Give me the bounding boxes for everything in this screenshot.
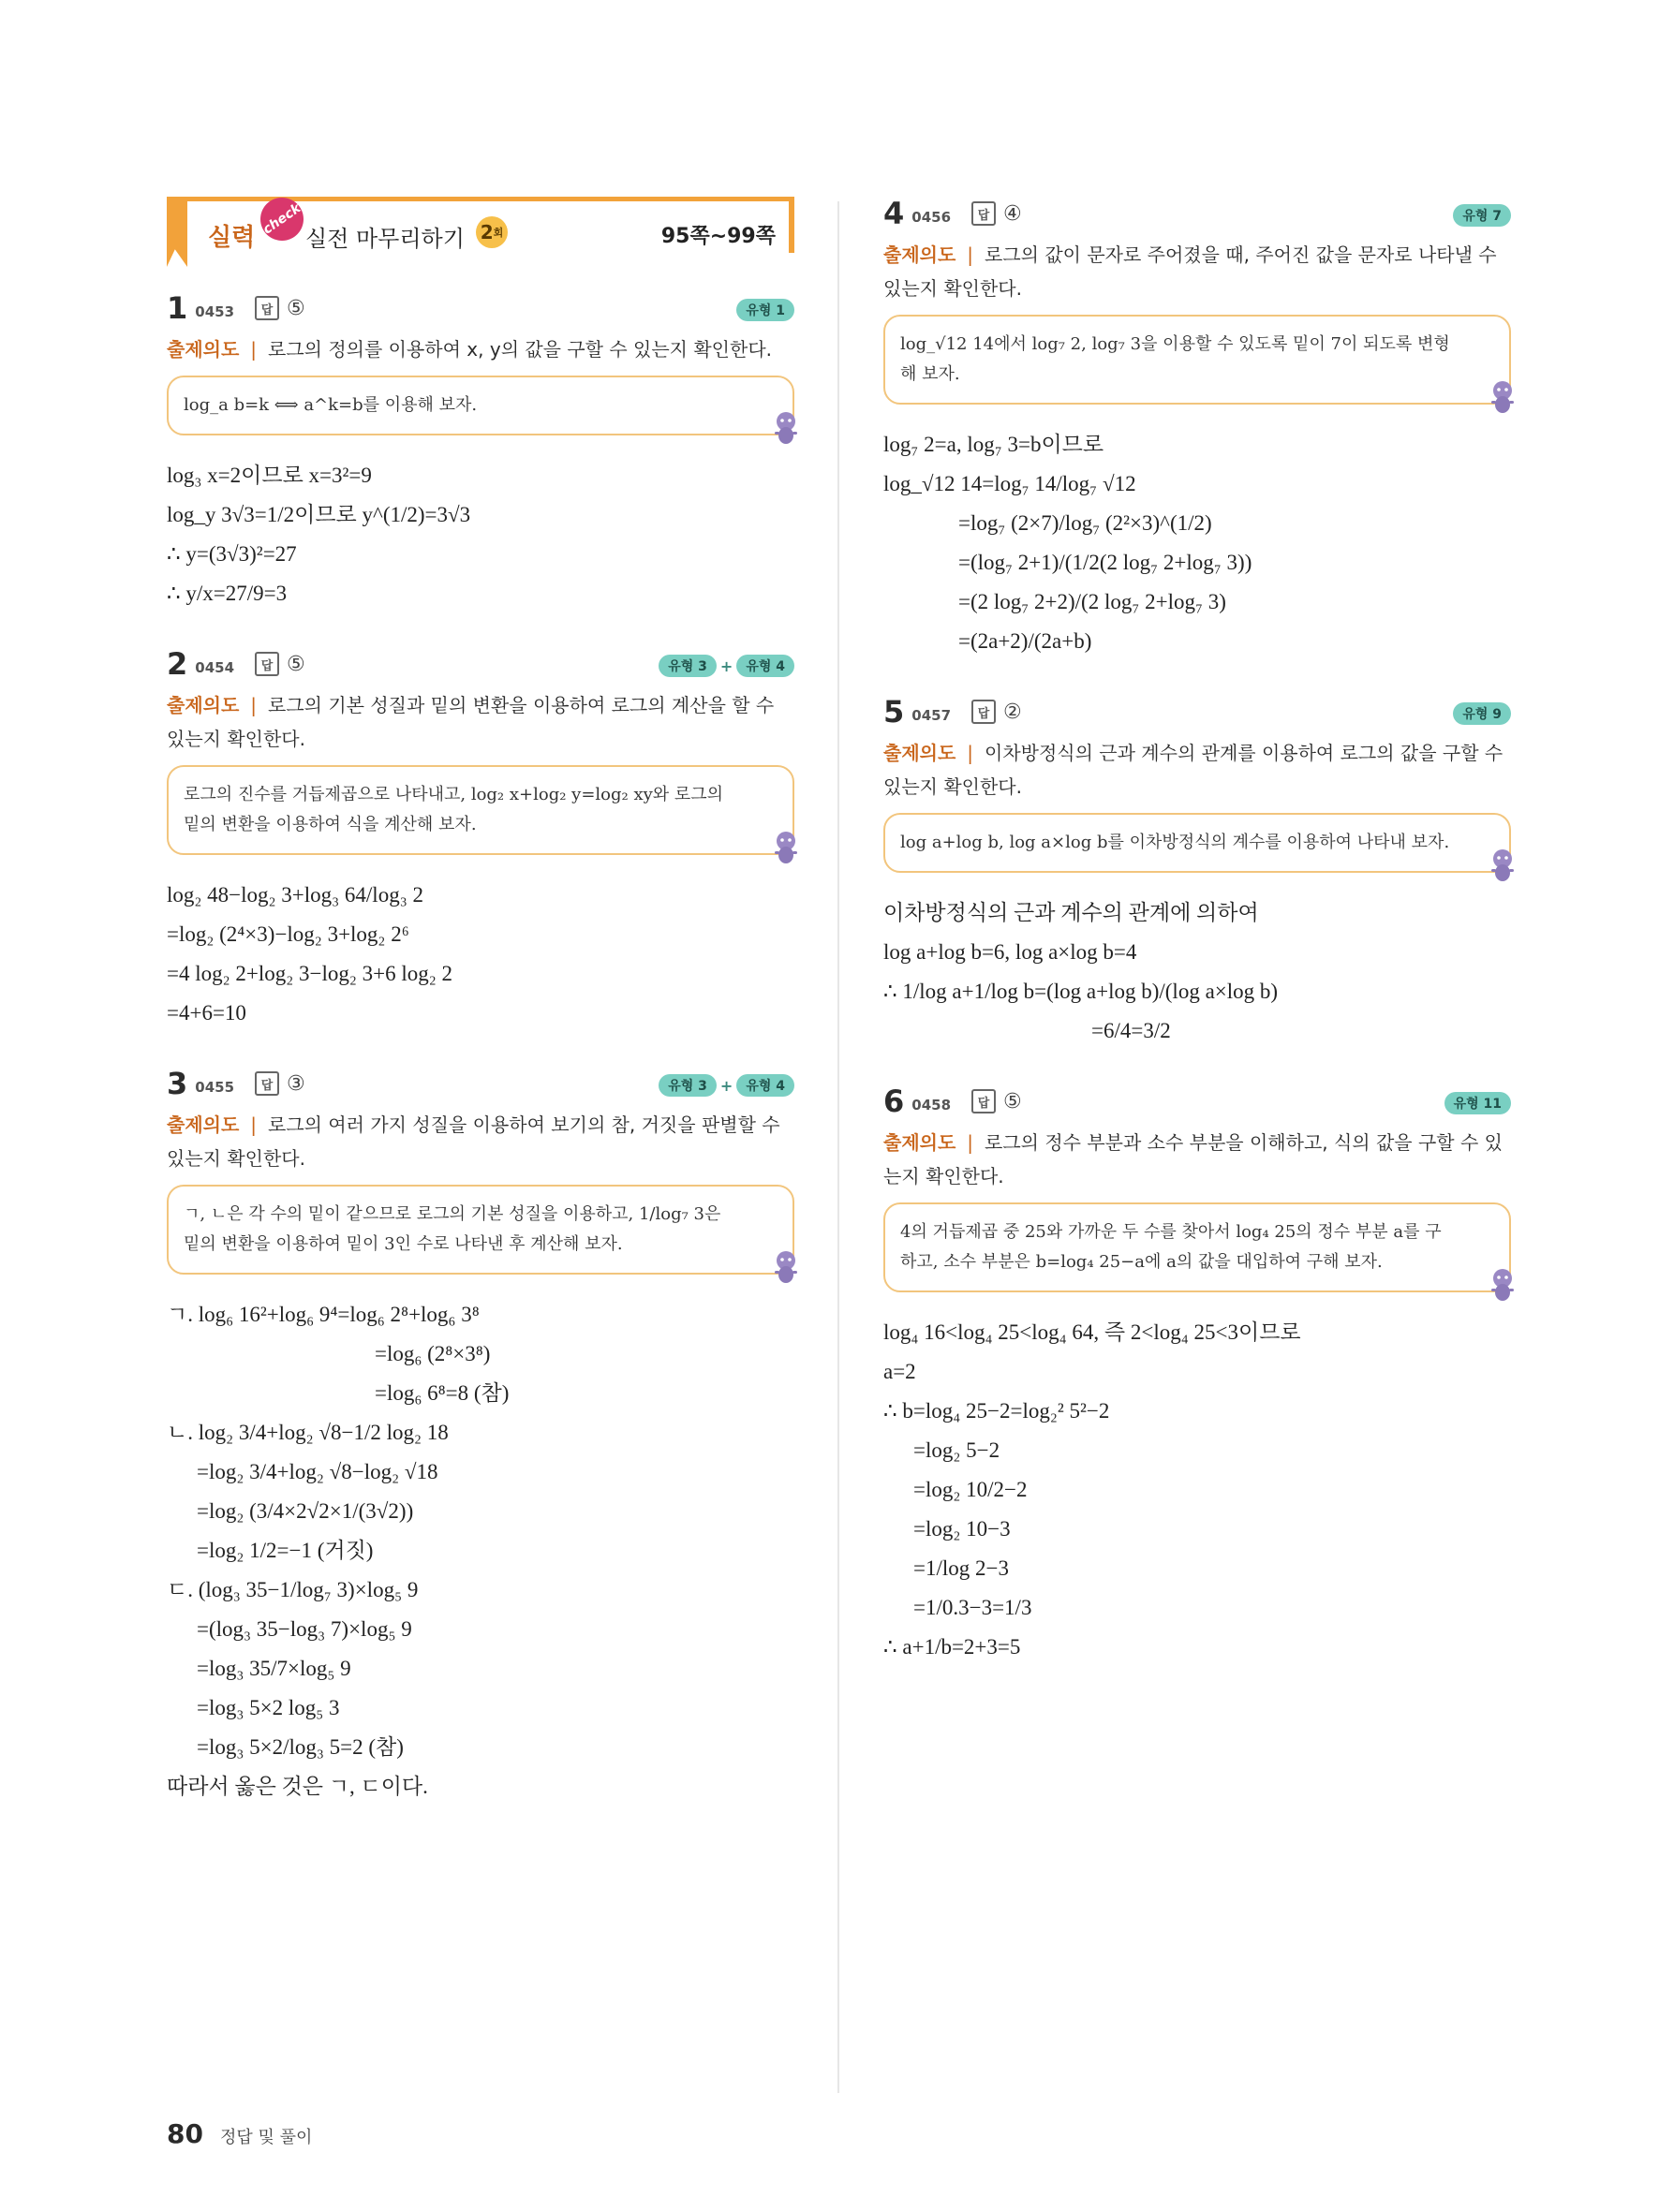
answer-icon: 답 <box>971 1089 996 1113</box>
mascot-icon <box>1487 847 1518 884</box>
problem-code: 0455 <box>195 1079 235 1096</box>
solution-line: =4 log₂ 2+log₂ 3−log₂ 3+6 log₂ 2 <box>167 962 453 985</box>
type-tag: 유형 1 <box>736 299 794 321</box>
problem-header <box>167 645 794 683</box>
problem-code: 0456 <box>911 209 952 226</box>
solution <box>167 1295 794 1806</box>
section-banner <box>167 197 794 267</box>
hint-text: ㄱ, ㄴ은 각 수의 밑이 같으므로 로그의 기본 성질을 이용하고, 1/log₇ 3은 밑의 변환을 이용하여 밑이 3인 수로 나타낸 후 계산해 보자. <box>184 1204 721 1254</box>
intent-line <box>167 332 794 366</box>
hint-box <box>883 813 1511 873</box>
tag-plus: + <box>719 1076 733 1095</box>
problem-header <box>883 1083 1511 1120</box>
round-badge: 2 회 <box>476 216 508 248</box>
problem-code: 0458 <box>911 1097 952 1113</box>
intent-text: 이차방정식의 근과 계수의 관계를 이용하여 로그의 값을 구할 수 있는지 확인한다. <box>883 742 1503 798</box>
solution-line: =1/0.3−3=1/3 <box>913 1596 1032 1619</box>
intent-separator: | <box>250 338 258 361</box>
intent-separator: | <box>250 694 258 716</box>
intent-text: 로그의 여러 가지 성질을 이용하여 보기의 참, 거짓을 판별할 수 있는지 확인한다. <box>167 1113 780 1170</box>
solution-line: =log₆ (2⁸×3⁸) <box>375 1342 491 1365</box>
solution-line: ∴ 1/log a+1/log b=(log a+log b)/(log a×log b) <box>883 980 1279 1003</box>
problem-number: 5 <box>883 694 905 730</box>
solution-line: log₇ 2=a, log₇ 3=b이므로 <box>883 433 1104 456</box>
solution-line: =4+6=10 <box>167 1001 246 1025</box>
left-column <box>167 197 794 1838</box>
answer-icon: 답 <box>971 201 996 226</box>
solution-line: 이차방정식의 근과 계수의 관계에 의하여 <box>883 901 1259 924</box>
solution-line: log₂ 48−log₂ 3+log₃ 64/log₃ 2 <box>167 883 423 907</box>
solution <box>883 1313 1511 1667</box>
answer-icon: 답 <box>255 1071 279 1096</box>
intent-label: 출제의도 <box>167 1113 240 1136</box>
intent-separator: | <box>250 1113 258 1136</box>
type-tags <box>1444 1092 1511 1114</box>
problem-code: 0453 <box>195 303 235 320</box>
problem-number: 3 <box>167 1066 188 1101</box>
hint-text: 4의 거듭제곱 중 25와 가까운 두 수를 찾아서 log₄ 25의 정수 부분 a를 구하고, 소수 부분은 b=log₄ 25−a에 a의 값을 대입하여 구해 보자. <box>900 1222 1442 1272</box>
hint-box <box>167 765 794 855</box>
intent-label: 출제의도 <box>883 742 956 764</box>
problem-number: 4 <box>883 196 905 231</box>
solution-line: ∴ y=(3√3)²=27 <box>167 542 297 566</box>
problem-number: 6 <box>883 1084 905 1119</box>
mascot-icon <box>770 1248 802 1286</box>
answer-value: ⑤ <box>1003 1089 1022 1113</box>
problem <box>883 1083 1511 1667</box>
intent-line <box>883 736 1511 804</box>
solution-line: =log₂ 1/2=−1 (거짓) <box>197 1539 374 1562</box>
type-tag: 유형 3 <box>659 655 717 677</box>
hint-box <box>883 1202 1511 1292</box>
problem-header <box>883 693 1511 730</box>
answer-value: ⑤ <box>287 652 305 676</box>
tag-plus: + <box>719 656 733 675</box>
left-problems <box>167 289 794 1806</box>
type-tags <box>736 299 794 321</box>
solution-line: ∴ y/x=27/9=3 <box>167 582 288 605</box>
intent-label: 출제의도 <box>167 338 240 361</box>
type-tags <box>659 1074 794 1097</box>
problem-code: 0454 <box>195 659 235 676</box>
type-tags <box>1453 702 1511 725</box>
right-column <box>883 195 1511 1699</box>
solution-line: =log₆ 6⁸=8 (참) <box>375 1381 510 1405</box>
solution-line: log a+log b=6, log a×log b=4 <box>883 940 1137 964</box>
intent-label: 출제의도 <box>167 694 240 716</box>
problem-number: 2 <box>167 646 188 682</box>
intent-line <box>883 238 1511 305</box>
problem-header <box>167 1065 794 1102</box>
intent-line <box>883 1126 1511 1193</box>
answer-value: ③ <box>287 1071 305 1096</box>
problem <box>167 645 794 1033</box>
mascot-icon <box>1487 378 1518 416</box>
solution-line: =1/log 2−3 <box>913 1556 1009 1580</box>
solution-line: ㄴ. log₂ 3/4+log₂ √8−1/2 log₂ 18 <box>167 1421 449 1444</box>
solution-line: =log₃ 5×2/log₃ 5=2 (참) <box>197 1735 404 1759</box>
check-badge: check <box>252 189 312 249</box>
hint-text: log a+log b, log a×log b를 이차방정식의 계수를 이용하여 나타내 보자. <box>900 833 1450 852</box>
type-tags <box>659 655 794 677</box>
type-tag: 유형 4 <box>736 655 794 677</box>
intent-text: 로그의 정수 부분과 소수 부분을 이해하고, 식의 값을 구할 수 있는지 확인한다. <box>883 1131 1503 1187</box>
type-tag: 유형 7 <box>1453 204 1511 227</box>
solution <box>167 456 794 613</box>
problem <box>167 289 794 613</box>
solution-line: ㄱ. log₆ 16²+log₆ 9⁴=log₆ 2⁸+log₆ 3⁸ <box>167 1303 480 1326</box>
problem-header <box>167 289 794 327</box>
banner-level: 실력 <box>208 224 256 252</box>
problem <box>883 195 1511 661</box>
hint-box <box>167 1185 794 1275</box>
intent-separator: | <box>967 1131 974 1154</box>
intent-label: 출제의도 <box>883 1131 956 1154</box>
solution-line: =log₂ (2⁴×3)−log₂ 3+log₂ 2⁶ <box>167 922 409 946</box>
solution-line: ㄷ. (log₃ 35−1/log₇ 3)×log₅ 9 <box>167 1578 419 1601</box>
problem-header <box>883 195 1511 232</box>
hint-text: 로그의 진수를 거듭제곱으로 나타내고, log₂ x+log₂ y=log₂ xy와 로그의 밑의 변환을 이용하여 식을 계산해 보자. <box>184 785 724 834</box>
intent-label: 출제의도 <box>883 243 956 266</box>
solution <box>167 876 794 1033</box>
intent-separator: | <box>967 742 974 764</box>
solution-line: 따라서 옳은 것은 ㄱ, ㄷ이다. <box>167 1775 428 1798</box>
solution-line: a=2 <box>883 1360 916 1383</box>
problem-code: 0457 <box>911 707 952 724</box>
answer-value: ② <box>1003 700 1022 724</box>
solution-line: =log₂ (3/4×2√2×1/(3√2)) <box>197 1499 414 1523</box>
solution <box>883 425 1511 661</box>
answer-icon: 답 <box>255 652 279 676</box>
solution-line: =log₇ (2×7)/log₇ (2²×3)^(1/2) <box>958 511 1212 535</box>
solution-line: =log₂ 3/4+log₂ √8−log₂ √18 <box>197 1460 438 1483</box>
solution-line: ∴ a+1/b=2+3=5 <box>883 1635 1021 1659</box>
hint-text: log_√12 14에서 log₇ 2, log₇ 3을 이용할 수 있도록 밑이 7이 되도록 변형해 보자. <box>900 334 1450 384</box>
type-tag: 유형 3 <box>659 1074 717 1097</box>
mascot-icon <box>770 829 802 866</box>
solution-line: =log₂ 5−2 <box>913 1438 1000 1462</box>
intent-line <box>167 688 794 756</box>
section-label: 정답 및 풀이 <box>219 2128 313 2147</box>
solution <box>883 893 1511 1051</box>
hint-box <box>883 315 1511 405</box>
answer-value: ④ <box>1003 201 1022 226</box>
column-divider <box>837 201 839 2093</box>
solution-line: =(2 log₇ 2+2)/(2 log₇ 2+log₇ 3) <box>958 590 1226 613</box>
type-tag: 유형 4 <box>736 1074 794 1097</box>
type-tags <box>1453 204 1511 227</box>
solution-line: log₃ x=2이므로 x=3²=9 <box>167 464 372 487</box>
type-tag: 유형 11 <box>1444 1092 1511 1114</box>
solution-line: =(log₃ 35−log₃ 7)×log₅ 9 <box>197 1617 412 1641</box>
intent-text: 로그의 기본 성질과 밑의 변환을 이용하여 로그의 계산을 할 수 있는지 확인한다. <box>167 694 775 750</box>
answer-icon: 답 <box>255 296 279 320</box>
type-tag: 유형 9 <box>1453 702 1511 725</box>
intent-separator: | <box>967 243 974 266</box>
solution-line: log_y 3√3=1/2이므로 y^(1/2)=3√3 <box>167 503 471 526</box>
solution-line: =log₂ 10/2−2 <box>913 1478 1028 1501</box>
banner-title: 실전 마무리하기 <box>305 226 465 252</box>
solution-line: =log₂ 10−3 <box>913 1517 1011 1541</box>
answer-value: ⑤ <box>287 296 305 320</box>
mascot-icon <box>1487 1266 1518 1304</box>
answer-icon: 답 <box>971 700 996 724</box>
hint-box <box>167 376 794 435</box>
hint-text: log_a b=k ⟺ a^k=b를 이용해 보자. <box>184 395 478 415</box>
right-problems <box>883 195 1511 1667</box>
solution-line: =log₃ 5×2 log₅ 3 <box>197 1696 340 1719</box>
page-footer <box>167 2118 312 2149</box>
page-number: 80 <box>167 2118 203 2149</box>
intent-text: 로그의 정의를 이용하여 x, y의 값을 구할 수 있는지 확인한다. <box>268 338 772 361</box>
solution-line: ∴ b=log₄ 25−2=log₂² 5²−2 <box>883 1399 1110 1423</box>
problem <box>883 693 1511 1051</box>
solution-line: =(2a+2)/(2a+b) <box>958 629 1092 653</box>
page-range: 95쪽~99쪽 <box>660 225 776 248</box>
solution-line: =(log₇ 2+1)/(1/2(2 log₇ 2+log₇ 3)) <box>958 551 1252 574</box>
mascot-icon <box>770 409 802 447</box>
solution-line: log_√12 14=log₇ 14/log₇ √12 <box>883 472 1136 495</box>
solution-line: log₄ 16<log₄ 25<log₄ 64, 즉 2<log₄ 25<3이므로 <box>883 1320 1301 1344</box>
problem-number: 1 <box>167 290 188 326</box>
solution-line: =log₃ 35/7×log₅ 9 <box>197 1657 351 1680</box>
problem <box>167 1065 794 1806</box>
intent-line <box>167 1108 794 1175</box>
solution-line: =6/4=3/2 <box>1091 1019 1171 1042</box>
intent-text: 로그의 값이 문자로 주어졌을 때, 주어진 값을 문자로 나타낼 수 있는지 확인한다. <box>883 243 1497 300</box>
